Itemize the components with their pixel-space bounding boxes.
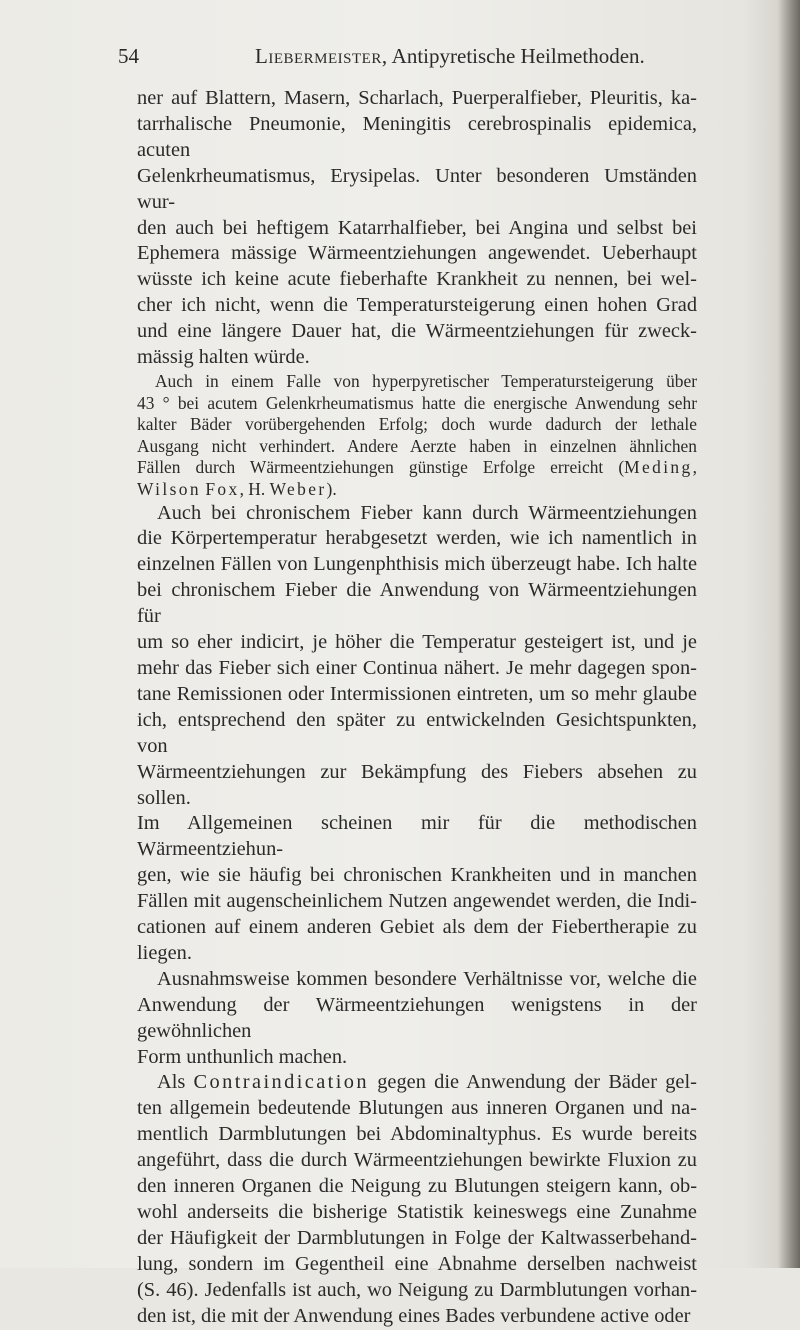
text-line: wüsste ich keine acute fieberhafte Krankheit zu nennen, bei wel-: [137, 268, 697, 291]
text-line: Auch in einem Falle von hyperpyretischer Temperatursteigerung über: [155, 370, 697, 391]
text-line: Auch bei chronischem Fieber kann durch Wärmeentziehungen: [157, 501, 697, 524]
text-line: mentlich Darmblutungen bei Abdominaltyphus. Es wurde bereits: [137, 1123, 698, 1146]
chapter-title: Antipyretische Heilmethoden.: [391, 44, 645, 68]
text-line: den ist, die mit der Anwendung eines Bades verbundene active oder: [137, 1304, 691, 1327]
text-line: ten allgemein bedeutende Blutungen aus inneren Organen und na-: [137, 1097, 697, 1120]
text-line: wohl anderseits die bisherige Statistik keineswegs eine Zunahme: [137, 1201, 697, 1223]
text-line: (S. 46). Jedenfalls ist auch, wo Neigung zu Darmblutungen vorhan-: [137, 1278, 698, 1301]
text-line: Anwendung der Wärmeentziehungen wenigstens in der gewöhnlichen: [137, 993, 697, 1042]
text-line: Im Allgemeinen scheinen mir für die methodischen Wärmeentziehun-: [137, 812, 697, 861]
text-line: Ausgang nicht verhindert. Andere Aerzte haben in einzelnen ähnlichen: [137, 435, 697, 456]
text-line: bei chronischem Fieber die Anwendung von Wärmeentziehungen für: [137, 579, 697, 628]
text-line: Ausnahmsweise kommen besondere Verhältnisse vor, welche die: [157, 967, 697, 990]
page-number: 54: [118, 44, 139, 68]
text-line: und eine längere Dauer hat, die Wärmeentziehungen für zweck-: [137, 320, 697, 343]
text-line: tane Remissionen oder Intermissionen eintreten, um so mehr glaube: [137, 682, 697, 705]
text-line: mässig halten würde.: [137, 346, 310, 369]
running-head: [118, 44, 678, 74]
author-name: Liebermeister,: [255, 44, 388, 68]
text-line: liegen.: [137, 941, 192, 964]
text-line: Form unthunlich machen.: [137, 1045, 348, 1068]
paragraph: [137, 371, 697, 501]
text-line: Wärmeentziehungen zur Bekämpfung des Fiebers absehen zu sollen.: [137, 760, 697, 809]
text-line: cher ich nicht, wenn die Temperatursteigerung einen hohen Grad: [137, 294, 698, 317]
text-line: einzelnen Fällen von Lungenphthisis mich überzeugt habe. Ich halte: [137, 553, 698, 576]
text-line: angeführt, dass die durch Wärmeentziehungen bewirkte Fluxion zu: [137, 1149, 697, 1172]
text-line: 43 ° bei acutem Gelenkrheumatismus hatte die energische Anwendung sehr: [137, 392, 697, 413]
text-line: Gelenkrheumatismus, Erysipelas. Unter besonderen Umständen wur-: [137, 164, 697, 213]
body-text: [137, 86, 697, 1330]
text-line: um so eher indicirt, je höher die Temperatur gesteigert ist, und je: [137, 631, 697, 654]
text-line: gen, wie sie häufig bei chronischen Krankheiten und in manchen: [137, 864, 697, 887]
paragraph: [137, 1070, 697, 1329]
text-line: Ephemera mässige Wärmeentziehungen angewendet. Ueberhaupt: [137, 242, 697, 265]
text-line: der Häufigkeit der Darmblutungen in Folge der Kaltwasserbehand-: [137, 1226, 697, 1249]
text-line: ner auf Blattern, Masern, Scharlach, Puerperalfieber, Pleuritis, ka-: [137, 87, 697, 109]
text-line: tarrhalische Pneumonie, Meningitis cerebrospinalis epidemica, acuten: [137, 112, 697, 161]
text-line: den inneren Organen die Neigung zu Blutungen steigern kann, ob-: [137, 1175, 698, 1198]
text-line: Wilson Fox, H. Weber).: [137, 478, 337, 499]
text-line: kalter Bäder vorübergehenden Erfolg; doch wurde dadurch der lethale: [137, 414, 697, 435]
text-line: lung, sondern im Gegentheil eine Abnahme derselben nachweist: [137, 1252, 697, 1275]
text-line: Fällen mit augenscheinlichem Nutzen angewendet werden, die Indi-: [137, 890, 697, 913]
paragraph: [137, 86, 697, 371]
text-line: die Körpertemperatur herabgesetzt werden, wie ich namentlich in: [137, 527, 697, 550]
text-line: Fällen durch Wärmeentziehungen günstige Erfolge erreicht (Meding,: [137, 457, 697, 478]
text-line: Als Contraindication gegen die Anwendung der Bäder gel-: [157, 1071, 697, 1094]
text-line: mehr das Fieber sich einer Continua nähert. Je mehr dagegen spon-: [137, 656, 697, 679]
text-line: cationen auf einem anderen Gebiet als dem der Fiebertherapie zu: [137, 916, 697, 939]
text-line: ich, entsprechend den später zu entwickelnden Gesichtspunkten, von: [137, 708, 697, 757]
paragraph: [137, 967, 697, 1071]
page-edge-shadow: [778, 0, 800, 1268]
text-line: den auch bei heftigem Katarrhalfieber, bei Angina und selbst bei: [137, 216, 697, 239]
paragraph: [137, 501, 697, 967]
running-title: [255, 44, 645, 69]
